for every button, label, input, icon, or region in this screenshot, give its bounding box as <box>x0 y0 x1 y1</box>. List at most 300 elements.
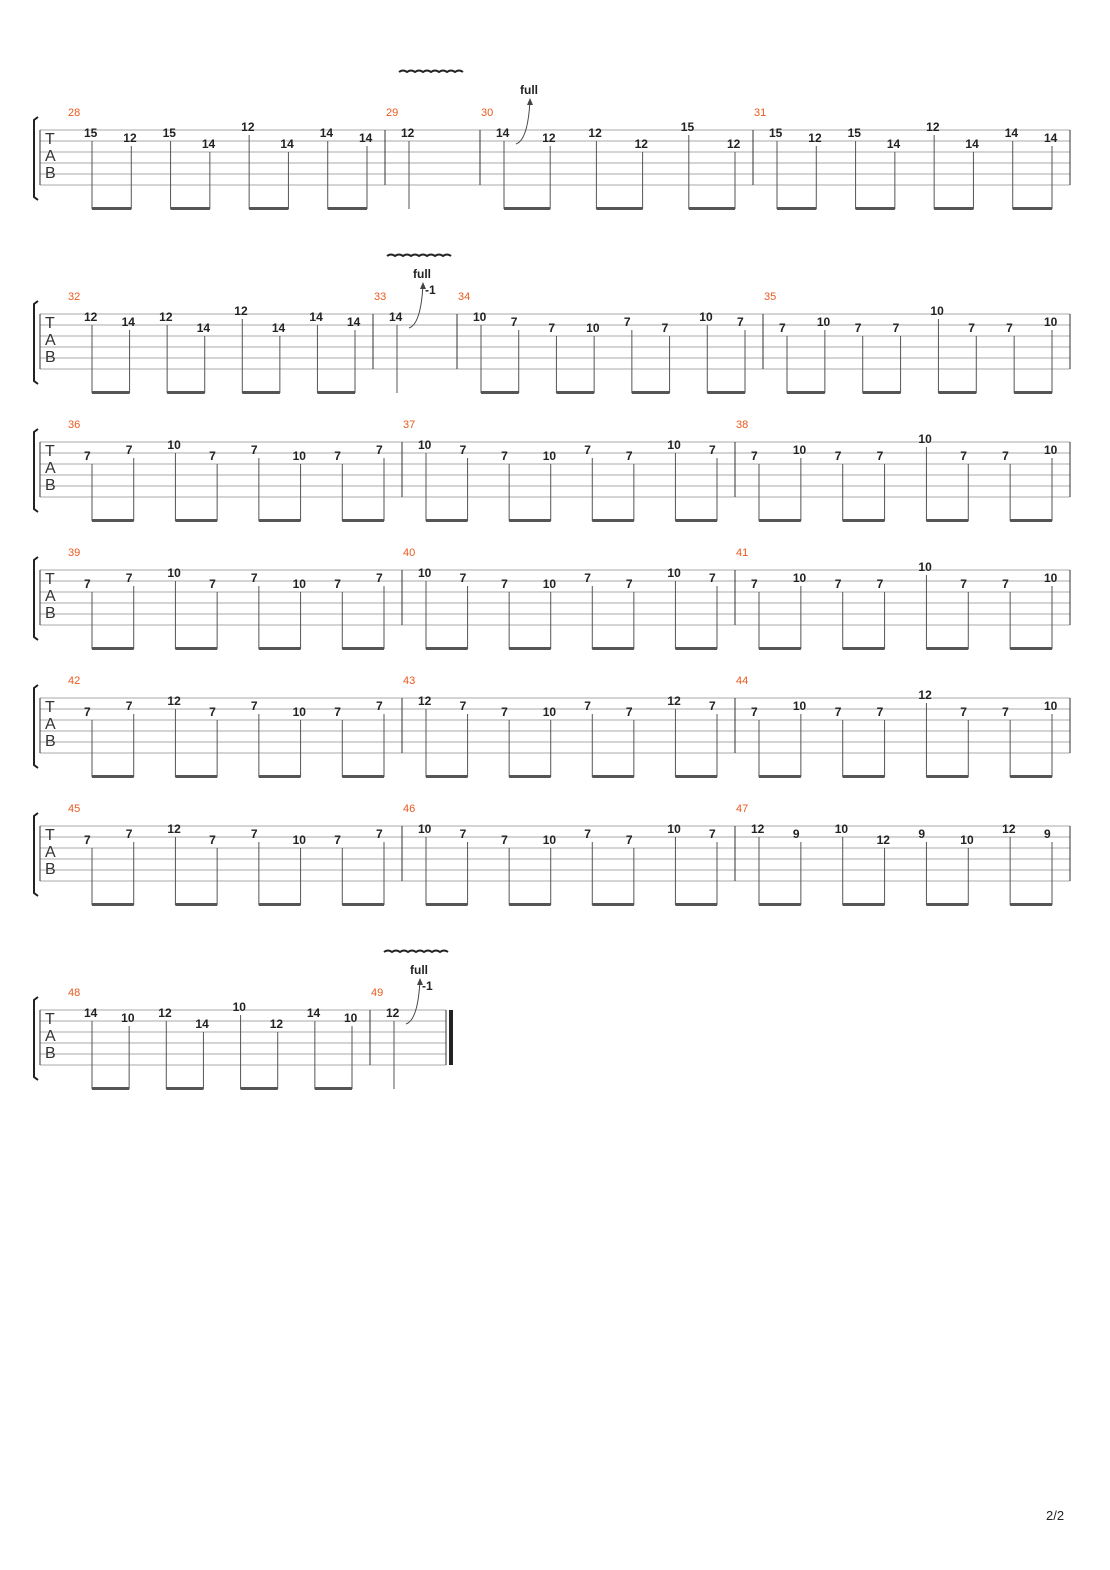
fret-number: 10 <box>542 833 557 847</box>
tab-clef-letter: A <box>45 716 56 733</box>
tab-clef-letter: T <box>45 827 55 844</box>
fret-number: 7 <box>459 699 467 713</box>
tab-clef-letter: B <box>45 605 56 622</box>
note-beam <box>92 391 130 394</box>
note-beam <box>632 391 670 394</box>
fret-number: 15 <box>769 126 783 140</box>
note-beam <box>92 1087 129 1090</box>
fret-number: 12 <box>167 822 181 836</box>
note-beam <box>259 647 301 650</box>
fret-number: 7 <box>960 449 967 463</box>
note-beam <box>175 775 217 778</box>
tab-clef-letter: B <box>45 861 56 878</box>
note-beam <box>167 391 205 394</box>
measure <box>458 291 745 394</box>
note-beam <box>426 647 468 650</box>
tab-clef-letter: A <box>45 460 56 477</box>
tab-system <box>34 803 1070 906</box>
note-beam <box>509 519 551 522</box>
system-brace <box>34 997 38 1080</box>
fret-number: 7 <box>625 449 633 463</box>
fret-number: 12 <box>269 1017 284 1031</box>
measure-number: 46 <box>403 803 416 815</box>
measure <box>68 419 384 522</box>
system-brace <box>34 429 38 512</box>
system-brace <box>34 301 38 384</box>
measure <box>68 803 384 906</box>
fret-number: 10 <box>542 705 557 719</box>
fret-number: 7 <box>334 449 341 463</box>
note-beam <box>92 903 134 906</box>
fret-number: 7 <box>584 827 591 841</box>
note-beam <box>1010 647 1052 650</box>
fret-number: 14 <box>280 137 294 151</box>
note-beam <box>926 647 968 650</box>
measure-number: 45 <box>68 803 81 815</box>
fret-number: 14 <box>389 310 403 324</box>
tab-clef-letter: B <box>45 733 56 750</box>
fret-number: 10 <box>418 822 432 836</box>
fret-number: 7 <box>751 449 758 463</box>
fret-number: 10 <box>344 1011 358 1025</box>
fret-number: 10 <box>699 310 713 324</box>
fret-number: 10 <box>121 1011 135 1025</box>
measure <box>403 675 717 778</box>
fret-number: 7 <box>661 321 669 335</box>
fret-number: 14 <box>886 137 901 151</box>
fret-number: 7 <box>334 577 341 591</box>
fret-number: 7 <box>584 699 591 713</box>
note-beam <box>934 207 973 210</box>
measure-number: 37 <box>403 419 416 431</box>
fret-number: 7 <box>209 449 216 463</box>
measure <box>68 547 384 650</box>
fret-number: 7 <box>960 705 967 719</box>
fret-number: 10 <box>167 438 181 452</box>
note-beam <box>259 775 301 778</box>
tab-clef-letter: T <box>45 443 55 460</box>
fret-number: 14 <box>1044 131 1058 145</box>
release-label: -1 <box>422 979 433 993</box>
tab-clef-letter: B <box>45 1045 56 1062</box>
fret-number: 7 <box>584 571 591 585</box>
measure-number: 36 <box>68 419 81 431</box>
note-beam <box>1010 775 1052 778</box>
measure <box>736 419 1058 522</box>
page-number: 2/2 <box>1046 1508 1065 1523</box>
fret-number: 7 <box>209 833 216 847</box>
fret-number: 7 <box>334 705 341 719</box>
note-beam <box>689 207 735 210</box>
measure-number: 49 <box>371 987 384 999</box>
note-beam <box>175 647 217 650</box>
system-brace <box>34 117 38 200</box>
note-beam <box>675 775 717 778</box>
fret-number: 9 <box>918 827 926 841</box>
fret-number: 7 <box>84 833 91 847</box>
tab-system <box>34 71 1070 211</box>
note-beam <box>92 775 134 778</box>
measure <box>736 803 1052 906</box>
fret-number: 10 <box>960 833 974 847</box>
note-beam <box>759 775 801 778</box>
measure <box>403 547 717 650</box>
fret-number: 10 <box>792 443 807 457</box>
fret-number: 14 <box>84 1006 98 1020</box>
tab-clef-letter: B <box>45 477 56 494</box>
note-beam <box>759 519 801 522</box>
note-beam <box>426 775 468 778</box>
fret-number: 7 <box>84 577 91 591</box>
tab-clef-letter: B <box>45 165 56 182</box>
fret-number: 10 <box>232 1000 246 1014</box>
vibrato-mark <box>399 71 463 73</box>
fret-number: 12 <box>876 833 890 847</box>
measure-number: 39 <box>68 547 81 559</box>
measure-number: 42 <box>68 675 81 687</box>
note-beam <box>426 519 468 522</box>
fret-number: 10 <box>1044 571 1058 585</box>
measure-number: 29 <box>386 107 399 119</box>
fret-number: 7 <box>334 833 341 847</box>
fret-number: 10 <box>292 705 306 719</box>
measure-number: 31 <box>754 107 767 119</box>
note-beam <box>92 647 134 650</box>
note-beam <box>1014 391 1052 394</box>
note-beam <box>596 207 642 210</box>
fret-number: 10 <box>834 822 849 836</box>
bend-label: full <box>520 83 538 97</box>
note-beam <box>249 207 288 210</box>
note-beam <box>1010 519 1052 522</box>
measure-number: 34 <box>458 291 471 303</box>
note-beam <box>675 647 717 650</box>
fret-number: 7 <box>1002 705 1009 719</box>
note-beam <box>926 775 968 778</box>
fret-number: 14 <box>121 315 135 329</box>
fret-number: 14 <box>196 321 211 335</box>
fret-number: 7 <box>209 705 216 719</box>
fret-number: 14 <box>319 126 334 140</box>
fret-number: 14 <box>306 1006 321 1020</box>
fret-number: 10 <box>473 310 487 324</box>
fret-number: 7 <box>250 571 258 585</box>
note-beam <box>759 647 801 650</box>
tab-clef-letter: B <box>45 349 56 366</box>
fret-number: 7 <box>125 571 133 585</box>
tab-clef-letter: T <box>45 571 55 588</box>
fret-number: 7 <box>751 705 758 719</box>
tab-system <box>34 951 453 1091</box>
note-beam <box>938 391 976 394</box>
note-beam <box>315 1087 352 1090</box>
note-beam <box>509 647 551 650</box>
fret-number: 12 <box>418 694 432 708</box>
fret-number: 10 <box>1044 443 1058 457</box>
note-beam <box>342 775 384 778</box>
fret-number: 15 <box>847 126 861 140</box>
measure <box>371 951 448 1090</box>
fret-number: 10 <box>930 304 944 318</box>
system-brace <box>34 557 38 640</box>
measure-number: 35 <box>764 291 777 303</box>
note-beam <box>242 391 280 394</box>
fret-number: 7 <box>709 443 716 457</box>
note-beam <box>241 1087 278 1090</box>
fret-number: 15 <box>84 126 98 140</box>
fret-number: 10 <box>542 449 557 463</box>
fret-number: 9 <box>1044 827 1051 841</box>
fret-number: 7 <box>84 705 91 719</box>
release-label: -1 <box>425 283 436 297</box>
note-beam <box>259 903 301 906</box>
fret-number: 7 <box>376 699 383 713</box>
fret-number: 10 <box>167 566 181 580</box>
note-beam <box>1010 903 1052 906</box>
measure <box>386 71 463 210</box>
fret-number: 7 <box>376 443 383 457</box>
fret-number: 7 <box>892 321 900 335</box>
fret-number: 14 <box>201 137 216 151</box>
fret-number: 7 <box>1002 577 1009 591</box>
tab-clef-letter: A <box>45 332 56 349</box>
measure <box>68 291 361 394</box>
measure <box>403 419 717 522</box>
measure <box>403 803 717 906</box>
fret-number: 7 <box>834 577 842 591</box>
tab-clef-letter: T <box>45 131 55 148</box>
fret-number: 9 <box>792 827 800 841</box>
tab-clef-letter: T <box>45 315 55 332</box>
fret-number: 12 <box>84 310 98 324</box>
note-beam <box>787 391 825 394</box>
fret-number: 12 <box>167 694 181 708</box>
fret-number: 12 <box>751 822 765 836</box>
fret-number: 7 <box>968 321 975 335</box>
final-bar-line <box>449 1010 453 1065</box>
tab-system <box>34 255 1070 395</box>
fret-number: 7 <box>625 705 633 719</box>
note-beam <box>342 647 384 650</box>
fret-number: 10 <box>918 560 932 574</box>
note-beam <box>675 903 717 906</box>
note-beam <box>1013 207 1052 210</box>
note-beam <box>592 647 634 650</box>
fret-number: 10 <box>292 449 306 463</box>
bend-curve <box>406 980 420 1024</box>
note-beam <box>481 391 519 394</box>
measure-number: 33 <box>374 291 387 303</box>
fret-number: 7 <box>501 833 508 847</box>
fret-number: 7 <box>834 705 842 719</box>
fret-number: 14 <box>496 126 510 140</box>
fret-number: 10 <box>792 571 807 585</box>
fret-number: 15 <box>680 120 695 134</box>
note-beam <box>843 775 885 778</box>
note-beam <box>92 519 134 522</box>
vibrato-mark <box>387 255 451 257</box>
note-beam <box>592 903 634 906</box>
fret-number: 10 <box>586 321 600 335</box>
fret-number: 12 <box>808 131 822 145</box>
tab-clef-letter: A <box>45 148 56 165</box>
fret-number: 7 <box>737 315 744 329</box>
fret-number: 7 <box>876 577 884 591</box>
note-beam <box>175 519 217 522</box>
fret-number: 12 <box>386 1006 400 1020</box>
tab-clef-letter: T <box>45 699 55 716</box>
fret-number: 12 <box>727 137 741 151</box>
fret-number: 7 <box>84 449 91 463</box>
fret-number: 12 <box>401 126 415 140</box>
fret-number: 7 <box>510 315 518 329</box>
measure <box>68 675 384 778</box>
note-beam <box>92 207 131 210</box>
note-beam <box>675 519 717 522</box>
fret-number: 12 <box>159 310 173 324</box>
fret-number: 10 <box>418 438 432 452</box>
fret-number: 7 <box>876 449 884 463</box>
fret-number: 7 <box>501 449 508 463</box>
fret-number: 15 <box>162 126 176 140</box>
note-beam <box>592 519 634 522</box>
fret-number: 12 <box>158 1006 172 1020</box>
fret-number: 7 <box>250 443 258 457</box>
tab-clef-letter: A <box>45 844 56 861</box>
fret-number: 7 <box>834 449 842 463</box>
note-beam <box>166 1087 203 1090</box>
tab-clef-letter: A <box>45 588 56 605</box>
measure <box>764 291 1058 394</box>
note-beam <box>843 903 885 906</box>
measure <box>481 83 741 210</box>
fret-number: 7 <box>1002 449 1009 463</box>
fret-number: 12 <box>542 131 556 145</box>
fret-number: 7 <box>709 827 716 841</box>
measure <box>736 547 1058 650</box>
fret-number: 14 <box>195 1017 209 1031</box>
fret-number: 7 <box>960 577 967 591</box>
fret-number: 12 <box>234 304 248 318</box>
fret-number: 7 <box>709 571 716 585</box>
fret-number: 14 <box>965 137 979 151</box>
fret-number: 12 <box>926 120 940 134</box>
fret-number: 7 <box>459 827 467 841</box>
note-beam <box>926 519 968 522</box>
measure <box>374 255 451 394</box>
fret-number: 7 <box>125 443 133 457</box>
fret-number: 10 <box>667 438 681 452</box>
note-beam <box>426 903 468 906</box>
note-beam <box>926 903 968 906</box>
tab-system <box>34 547 1070 650</box>
note-beam <box>856 207 895 210</box>
note-beam <box>707 391 745 394</box>
bend-label: full <box>410 963 428 977</box>
fret-number: 10 <box>667 566 681 580</box>
fret-number: 7 <box>250 699 258 713</box>
fret-number: 7 <box>751 577 758 591</box>
measure-number: 48 <box>68 987 81 999</box>
fret-number: 12 <box>241 120 255 134</box>
measure-number: 40 <box>403 547 416 559</box>
note-beam <box>592 775 634 778</box>
bend-label: full <box>413 267 431 281</box>
note-beam <box>171 207 210 210</box>
fret-number: 10 <box>1044 699 1058 713</box>
fret-number: 14 <box>271 321 286 335</box>
fret-number: 7 <box>876 705 884 719</box>
fret-number: 7 <box>250 827 258 841</box>
note-beam <box>556 391 594 394</box>
system-brace <box>34 813 38 896</box>
fret-number: 10 <box>667 822 681 836</box>
vibrato-mark <box>384 951 448 953</box>
note-beam <box>317 391 355 394</box>
note-beam <box>843 519 885 522</box>
note-beam <box>509 775 551 778</box>
tab-system <box>34 419 1070 522</box>
fret-number: 7 <box>376 571 383 585</box>
fret-number: 14 <box>359 131 373 145</box>
fret-number: 10 <box>918 432 932 446</box>
measure <box>754 107 1058 210</box>
fret-number: 10 <box>292 833 306 847</box>
tab-clef-letter: A <box>45 1028 56 1045</box>
note-beam <box>259 519 301 522</box>
fret-number: 10 <box>816 315 831 329</box>
fret-number: 10 <box>542 577 557 591</box>
measure <box>736 675 1058 778</box>
fret-number: 10 <box>292 577 306 591</box>
measure-number: 32 <box>68 291 81 303</box>
note-beam <box>328 207 367 210</box>
tab-clef-letter: T <box>45 1011 55 1028</box>
note-beam <box>863 391 901 394</box>
fret-number: 7 <box>376 827 383 841</box>
fret-number: 7 <box>459 571 467 585</box>
fret-number: 7 <box>125 827 133 841</box>
measure-number: 44 <box>736 675 749 687</box>
measure-number: 38 <box>736 419 749 431</box>
fret-number: 7 <box>459 443 467 457</box>
system-brace <box>34 685 38 768</box>
note-beam <box>175 903 217 906</box>
note-beam <box>342 519 384 522</box>
fret-number: 14 <box>1004 126 1019 140</box>
measure-number: 30 <box>481 107 494 119</box>
note-beam <box>759 903 801 906</box>
fret-number: 7 <box>125 699 133 713</box>
fret-number: 12 <box>667 694 681 708</box>
bend-arrow <box>527 98 533 105</box>
fret-number: 7 <box>623 315 631 329</box>
bend-curve <box>516 100 530 144</box>
note-beam <box>777 207 816 210</box>
fret-number: 12 <box>588 126 602 140</box>
fret-number: 12 <box>918 688 932 702</box>
measure-number: 43 <box>403 675 416 687</box>
note-beam <box>843 647 885 650</box>
measure <box>68 987 358 1090</box>
fret-number: 7 <box>501 705 508 719</box>
fret-number: 12 <box>1002 822 1016 836</box>
fret-number: 7 <box>584 443 591 457</box>
fret-number: 12 <box>123 131 137 145</box>
bend-curve <box>409 284 423 328</box>
fret-number: 7 <box>854 321 862 335</box>
measure-number: 41 <box>736 547 749 559</box>
